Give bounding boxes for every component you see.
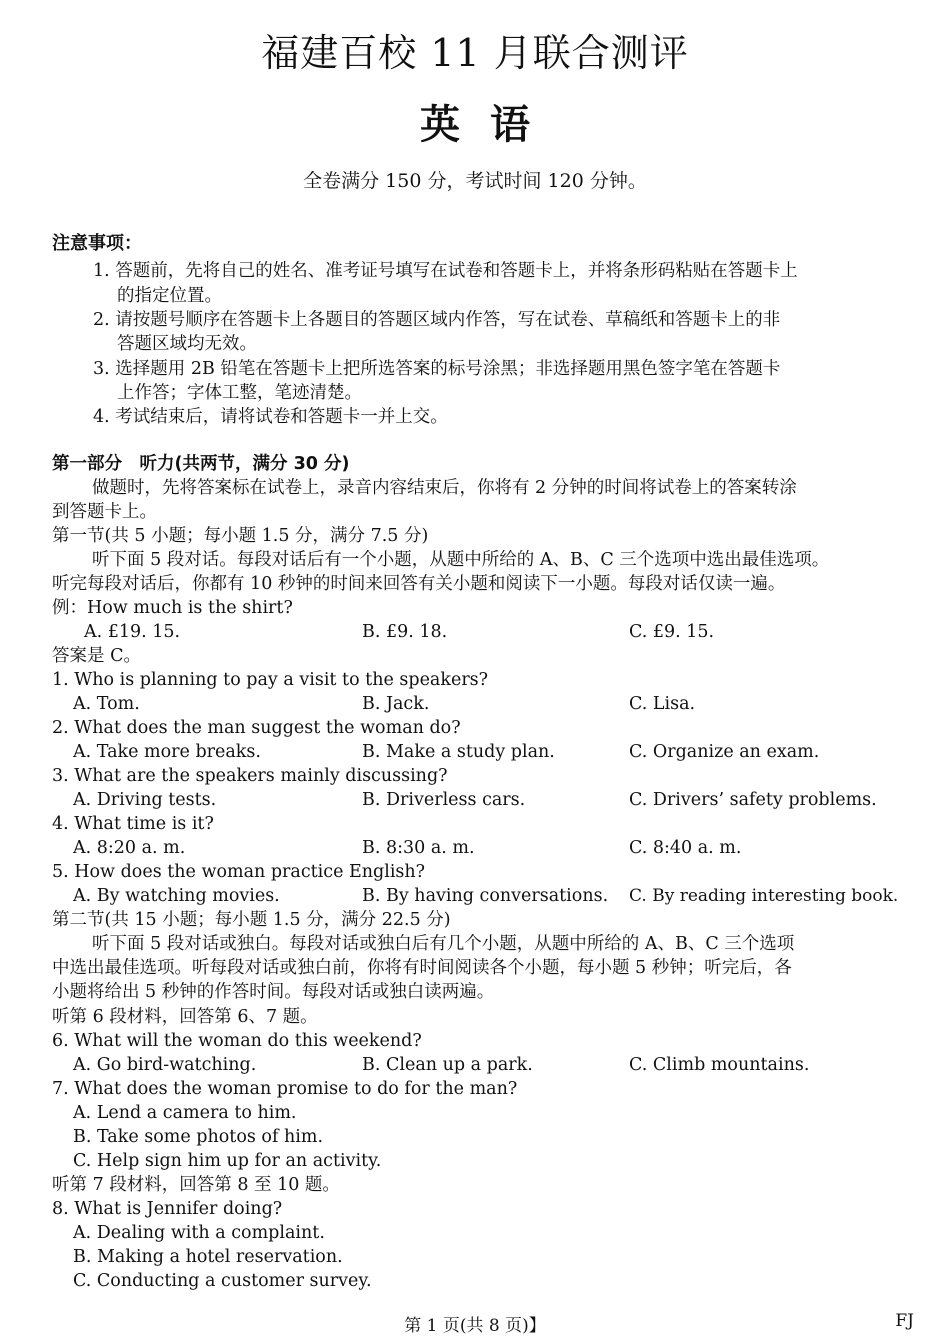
option-c: C. Climb mountains. <box>629 1055 810 1075</box>
part1-intro: 到答题卡上。 <box>52 502 157 522</box>
option-c: C. 8:40 a. m. <box>629 838 742 858</box>
option-c: C. Help sign him up for an activity. <box>73 1151 382 1171</box>
example-option-a: A. £19. 15. <box>84 622 181 642</box>
section2-instruction: 听下面 5 段对话或独白。每段对话或独白后有几个小题，从题中所给的 A、B、C 三个选项 <box>92 934 795 954</box>
option-a: A. Dealing with a complaint. <box>73 1223 325 1243</box>
option-a: A. Driving tests. <box>73 790 217 810</box>
subject-title: 英语 <box>420 102 560 148</box>
section2-instruction: 小题将给出 5 秒钟的作答时间。每段对话或独白读两遍。 <box>52 982 495 1002</box>
option-a: A. By watching movies. <box>73 886 280 906</box>
example-question: 例：How much is the shirt? <box>52 598 293 618</box>
notice-line: 4. 考试结束后，请将试卷和答题卡一并上交。 <box>93 407 448 427</box>
example-answer: 答案是 C。 <box>52 646 141 666</box>
section1-instruction: 听下面 5 段对话。每段对话后有一个小题，从题中所给的 A、B、C 三个选项中选出最佳选项。 <box>92 550 830 570</box>
option-a: A. 8:20 a. m. <box>73 838 186 858</box>
option-b: B. 8:30 a. m. <box>362 838 475 858</box>
option-a: A. Take more breaks. <box>73 742 261 762</box>
material-label: 听第 7 段材料，回答第 8 至 10 题。 <box>52 1175 340 1195</box>
option-a: A. Tom. <box>73 694 140 714</box>
question: 8. What is Jennifer doing? <box>52 1199 283 1219</box>
notice-line: 上作答；字体工整，笔迹清楚。 <box>117 383 362 403</box>
page-number: 第 1 页(共 8 页)】 <box>404 1316 546 1336</box>
part1-intro: 做题时，先将答案标在试卷上，录音内容结束后，你将有 2 分钟的时间将试卷上的答案转涂 <box>92 478 797 498</box>
question: 5. How does the woman practice English? <box>52 862 426 882</box>
example-option-b: B. £9. 18. <box>362 622 448 642</box>
exam-meta: 全卷满分 150 分，考试时间 120 分钟。 <box>303 170 647 192</box>
example-option-c: C. £9. 15. <box>629 622 715 642</box>
notice-heading: 注意事项： <box>52 233 142 254</box>
question: 3. What are the speakers mainly discussing? <box>52 766 448 786</box>
notice-line: 答题区域均无效。 <box>117 334 257 354</box>
section1-heading: 第一节(共 5 小题；每小题 1.5 分，满分 7.5 分) <box>52 526 429 546</box>
region-code: FJ <box>895 1311 914 1331</box>
notice-line: 1. 答题前，先将自己的姓名、准考证号填写在试卷和答题卡上，并将条形码粘贴在答题卡上 <box>93 261 798 281</box>
notice-line: 的指定位置。 <box>117 286 222 306</box>
option-c: C. By reading interesting book. <box>629 886 899 906</box>
notice-line: 2. 请按题号顺序在答题卡上各题目的答题区域内作答，写在试卷、草稿纸和答题卡上的非 <box>93 310 781 330</box>
option-b: B. Clean up a park. <box>362 1055 533 1075</box>
section2-heading: 第二节(共 15 小题；每小题 1.5 分，满分 22.5 分) <box>52 910 451 930</box>
question: 2. What does the man suggest the woman do? <box>52 718 461 738</box>
option-c: C. Drivers’ safety problems. <box>629 790 877 810</box>
option-b: B. Driverless cars. <box>362 790 526 810</box>
question: 4. What time is it? <box>52 814 214 834</box>
option-a: A. Lend a camera to him. <box>73 1103 297 1123</box>
question: 1. Who is planning to pay a visit to the speakers? <box>52 670 489 690</box>
option-b: B. Make a study plan. <box>362 742 555 762</box>
part1-heading: 第一部分 听力(共两节，满分 30 分) <box>52 454 350 474</box>
section2-instruction: 中选出最佳选项。听每段对话或独白前，你将有时间阅读各个小题，每小题 5 秒钟；听完后，各 <box>52 958 792 978</box>
option-a: A. Go bird-watching. <box>73 1055 257 1075</box>
question: 6. What will the woman do this weekend? <box>52 1031 422 1051</box>
option-b: B. Making a hotel reservation. <box>73 1247 343 1267</box>
option-b: B. Jack. <box>362 694 430 714</box>
option-c: C. Organize an exam. <box>629 742 820 762</box>
question: 7. What does the woman promise to do for the man? <box>52 1079 518 1099</box>
exam-title: 福建百校 11 月联合测评 <box>261 31 689 75</box>
option-c: C. Lisa. <box>629 694 696 714</box>
material-label: 听第 6 段材料，回答第 6、7 题。 <box>52 1007 318 1027</box>
section1-instruction: 听完每段对话后，你都有 10 秒钟的时间来回答有关小题和阅读下一小题。每段对话仅读一遍。 <box>52 574 786 594</box>
option-b: B. By having conversations. <box>362 886 609 906</box>
option-b: B. Take some photos of him. <box>73 1127 324 1147</box>
option-c: C. Conducting a customer survey. <box>73 1271 372 1291</box>
notice-line: 3. 选择题用 2B 铅笔在答题卡上把所选答案的标号涂黑；非选择题用黑色签字笔在答题卡 <box>93 359 781 379</box>
